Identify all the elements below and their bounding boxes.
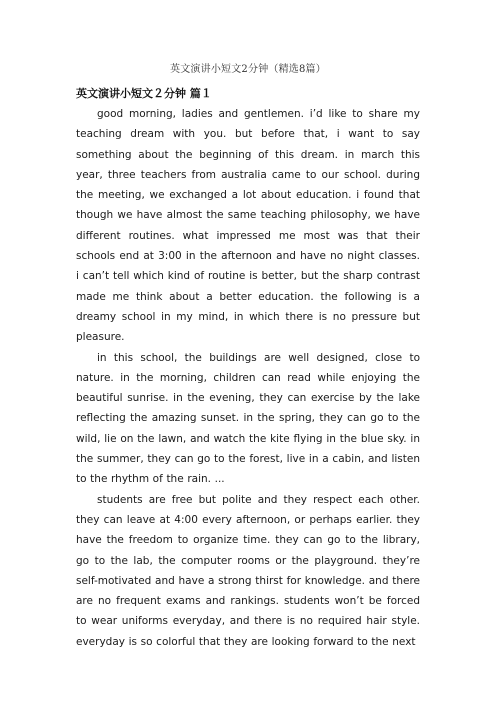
section-title: 英文演讲小短文２分钟 篇１: [76, 87, 212, 100]
article-body: [76, 86, 420, 652]
paragraph-1: good morning, ladies and gentlemen. i’d like to share my teaching dream with you. but before that, i want to say something about the beginning of this dream. in march this year, three teachers from australia came to our school. during the meeting, we exchanged a lot about education. i found that though we have almost the same teaching philosophy, we have different routines. what impressed me most was that their schools end at 3:00 in the afternoon and have no night classes. i can’t tell which kind of routine is better, but the sharp contrast made me think about a better education. the following is a dreamy school in my mind, in which there is no pressure but pleasure.: [76, 108, 420, 344]
paragraph-3: students are free but polite and they respect each other. they can leave at 4:00 every afternoon, or perhaps earlier. they have the freedom to organize time. they can go to the library, go to the lab, the computer rooms or the playground. they’re self-motivated and have a strong thirst for knowledge. and there are no frequent exams and rankings. students won’t be forced to wear uniforms everyday, and there is no required hair style. everyday is so colorful that they are looking forward to the next: [76, 493, 420, 648]
paragraph-2: in this school, the buildings are well designed, close to nature. in the morning, children can read while enjoying the beautiful sunrise. in the evening, they can exercise by the lake reflecting the amazing sunset. in the spring, they can go to the wild, lie on the lawn, and watch the kite flying in the blue sky. in the summer, they can go to the forest, live in a cabin, and listen to the rhythm of the rain. ...: [76, 351, 420, 486]
page-header: 英文演讲小短文2分钟（精选8篇）: [170, 64, 326, 75]
